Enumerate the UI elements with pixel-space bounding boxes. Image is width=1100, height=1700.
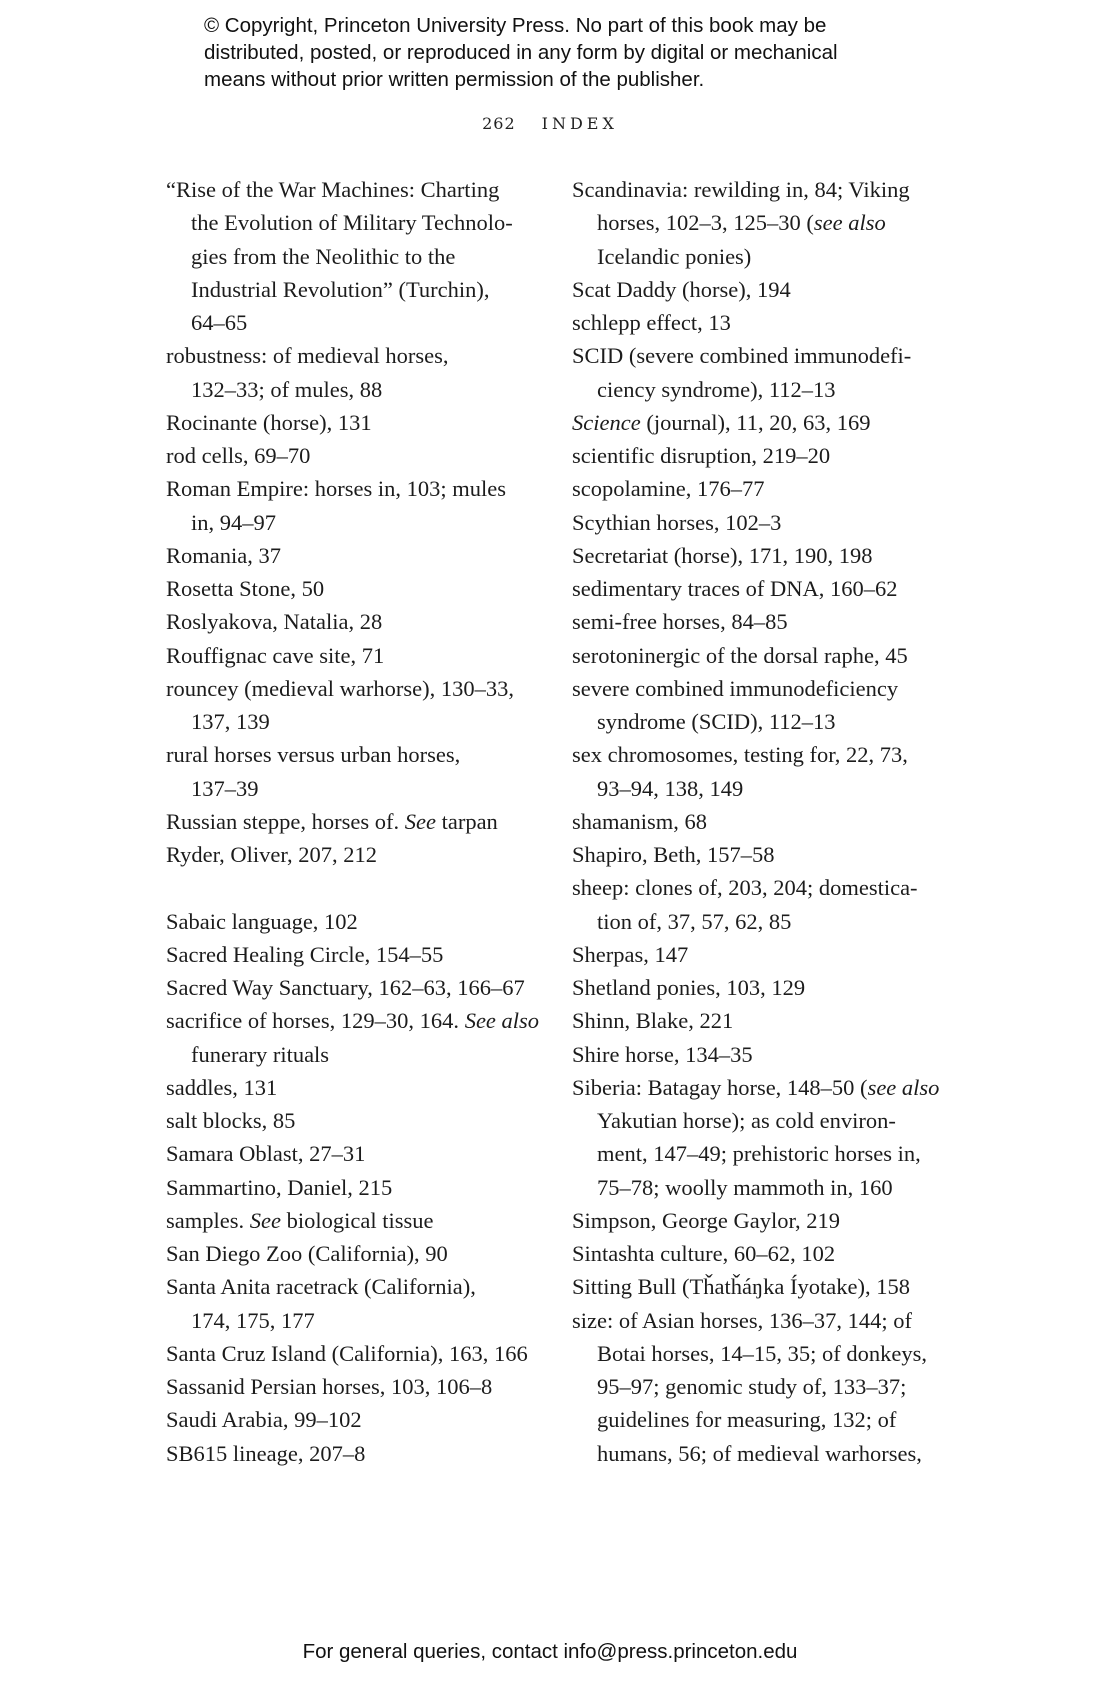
index-entry-line — [166, 1004, 540, 1037]
copyright-line: means without prior written permission of the publisher. — [204, 68, 705, 91]
entry-text: San Diego Zoo (California), 90 — [166, 1241, 448, 1266]
index-entry — [166, 938, 536, 971]
index-entry-line — [572, 639, 942, 672]
entry-text: SB615 lineage, 207–8 — [166, 1440, 366, 1466]
index-entry-line — [166, 1038, 536, 1071]
index-entry-line — [572, 705, 942, 738]
index-entry-line — [166, 539, 536, 572]
entry-text: Santa Cruz Island (California), 163, 166 — [166, 1340, 528, 1366]
italic-text: see also — [867, 1074, 940, 1100]
entry-text: sedimentary traces of DNA, 160–62 — [572, 576, 898, 601]
index-entry-line — [572, 439, 942, 472]
index-entry — [166, 173, 536, 339]
index-entry — [572, 173, 942, 273]
index-entry — [572, 1270, 942, 1303]
entry-text: Shire horse, 134–35 — [572, 1041, 753, 1067]
entry-text: Scythian horses, 102–3 — [572, 509, 782, 535]
entry-text: tarpan — [435, 808, 498, 834]
index-entry-line — [572, 373, 942, 406]
index-entry-line — [166, 639, 536, 672]
index-entry-line — [572, 273, 942, 306]
index-entry-line — [166, 1270, 536, 1303]
italic-text: See — [249, 1207, 281, 1233]
entry-text: 174, 175, 177 — [191, 1307, 315, 1333]
index-entry-line — [166, 1403, 536, 1436]
index-entry — [166, 672, 536, 739]
index-entry-line — [166, 838, 536, 871]
index-entry-line — [166, 672, 536, 705]
index-entry-line — [572, 772, 942, 805]
entry-text: 93–94, 138, 149 — [597, 775, 744, 801]
index-entry — [166, 1370, 536, 1403]
entry-text: Russian steppe, horses of. — [166, 808, 405, 834]
index-entry-line — [572, 1104, 942, 1137]
entry-text: Sherpas, 147 — [572, 941, 689, 967]
index-entry-line — [166, 1304, 536, 1337]
index-entry — [572, 971, 942, 1004]
entry-text: semi-free horses, 84–85 — [572, 609, 788, 635]
entry-text: saddles, 131 — [166, 1074, 278, 1100]
running-head — [0, 114, 1100, 133]
index-entry-line — [572, 605, 942, 638]
index-entry-line — [572, 672, 942, 705]
index-entry-line — [572, 1071, 942, 1104]
index-entry-line — [572, 306, 942, 339]
index-entry — [572, 1038, 942, 1071]
index-entry-line — [572, 406, 942, 439]
entry-text: rouncey (medieval warhorse), 130–33, — [166, 675, 515, 701]
entry-text: Rocinante (horse), 131 — [166, 409, 372, 435]
index-entry-line — [572, 1403, 942, 1436]
entry-text: Romania, 37 — [166, 542, 281, 568]
index-entry — [572, 273, 942, 306]
index-entry — [166, 339, 536, 406]
entry-text: Roslyakova, Natalia, 28 — [166, 609, 383, 635]
index-entry-line — [166, 439, 536, 472]
index-entry — [572, 572, 942, 605]
entry-text: humans, 56; of medieval warhorses, — [597, 1440, 922, 1466]
index-entry-line — [166, 339, 536, 372]
entry-text: size: of Asian horses, 136–37, 144; of — [572, 1307, 912, 1333]
index-entry-line — [572, 1437, 942, 1470]
entry-text: Secretariat (horse), 171, 190, 198 — [572, 542, 873, 568]
entry-text: Ryder, Oliver, 207, 212 — [166, 842, 378, 867]
index-entry — [166, 738, 536, 805]
entry-text: biological tissue — [280, 1207, 434, 1233]
index-entry — [166, 805, 536, 838]
index-entry — [572, 738, 942, 805]
letter-section-gap — [166, 871, 536, 904]
index-entry — [572, 539, 942, 572]
entry-text: SCID (severe combined immunodefi- — [572, 343, 912, 369]
entry-text: Sintashta culture, 60–62, 102 — [572, 1241, 836, 1266]
index-entry-line — [572, 506, 942, 539]
entry-text: Yakutian horse); as cold environ- — [597, 1108, 896, 1133]
index-entry-line — [166, 738, 536, 771]
entry-text: Sammartino, Daniel, 215 — [166, 1174, 393, 1200]
italic-text: see also — [813, 210, 886, 236]
index-entry — [166, 639, 536, 672]
index-entry — [166, 472, 536, 539]
entry-text: Saudi Arabia, 99–102 — [166, 1407, 362, 1433]
index-entry-line — [166, 705, 536, 738]
page-title: INDEX — [541, 114, 618, 133]
entry-text: Shinn, Blake, 221 — [572, 1008, 734, 1034]
index-entry-line — [166, 206, 536, 239]
index-entry-line — [572, 173, 942, 206]
entry-text: guidelines for measuring, 132; of — [597, 1407, 897, 1433]
entry-text: 137–39 — [191, 775, 259, 801]
index-entry-line — [166, 306, 536, 339]
entry-text: 137, 139 — [191, 709, 270, 734]
index-entry — [572, 472, 942, 505]
index-entry-line — [166, 240, 536, 273]
index-entry-line — [572, 1304, 942, 1337]
index-entry-line — [572, 1004, 942, 1037]
index-entry-line — [166, 1237, 536, 1270]
index-entry — [166, 1337, 536, 1370]
index-entry-line — [166, 605, 536, 638]
index-entry — [572, 639, 942, 672]
index-entry — [166, 1270, 536, 1337]
index-entry — [166, 1104, 536, 1137]
index-entry — [572, 1004, 942, 1037]
index-entry-line — [572, 1137, 942, 1170]
entry-text: severe combined immunodeficiency — [572, 675, 899, 701]
entry-text: Samara Oblast, 27–31 — [166, 1141, 366, 1167]
italic-text: Science — [572, 409, 641, 435]
index-entry-line — [166, 971, 536, 1004]
entry-text: ciency syndrome), 112–13 — [597, 376, 836, 402]
index-entry-line — [572, 971, 942, 1004]
entry-text: Shetland ponies, 103, 129 — [572, 975, 806, 1000]
index-entry-line — [166, 273, 536, 306]
entry-text: gies from the Neolithic to the — [191, 243, 456, 269]
entry-text: Icelandic ponies) — [597, 243, 752, 269]
index-entry — [166, 1237, 536, 1270]
index-entry-line — [572, 905, 942, 938]
entry-text: syndrome (SCID), 112–13 — [597, 709, 836, 734]
index-entry-line — [166, 1171, 536, 1204]
copyright-line: © Copyright, Princeton University Press. No part of this book may be — [204, 14, 827, 37]
index-entry-line — [572, 572, 942, 605]
index-entry — [572, 1304, 942, 1470]
index-entry-line — [166, 373, 536, 406]
entry-text: scientific disruption, 219–20 — [572, 443, 831, 468]
footer-contact: For general queries, contact info@press.princeton.edu — [302, 1640, 798, 1663]
entry-text: Rosetta Stone, 50 — [166, 576, 325, 601]
index-entry — [572, 506, 942, 539]
copyright-line: distributed, posted, or reproduced in any form by digital or mechanical — [204, 41, 838, 64]
entry-text: in, 94–97 — [191, 509, 277, 535]
index-entry-line — [572, 339, 942, 372]
index-entry-line — [166, 1104, 536, 1137]
entry-text: Sabaic language, 102 — [166, 908, 358, 934]
entry-text: Sacred Way Sanctuary, 162–63, 166–67 — [166, 975, 525, 1000]
index-entry-line — [166, 1337, 536, 1370]
entry-text: (journal), 11, 20, 63, 169 — [640, 409, 871, 435]
index-entry-line — [572, 938, 942, 971]
index-entry — [166, 971, 536, 1004]
index-entry-line — [572, 206, 942, 239]
index-entry — [572, 805, 942, 838]
index-entry-line — [572, 1038, 942, 1071]
index-entry-line — [572, 1237, 942, 1270]
entry-text: 132–33; of mules, 88 — [191, 376, 383, 402]
entry-text: 64–65 — [191, 310, 248, 335]
entry-text: tion of, 37, 57, 62, 85 — [597, 908, 792, 934]
entry-text: Siberia: Batagay horse, 148–50 ( — [572, 1074, 868, 1100]
copyright-notice — [204, 12, 924, 93]
entry-text: rod cells, 69–70 — [166, 443, 311, 468]
index-entry — [572, 1071, 942, 1204]
entry-text: schlepp effect, 13 — [572, 310, 731, 335]
index-entry-line — [166, 572, 536, 605]
index-entry-line — [572, 738, 942, 771]
entry-text: sex chromosomes, testing for, 22, 73, — [572, 742, 908, 768]
entry-text: 95–97; genomic study of, 133–37; — [597, 1374, 907, 1399]
entry-text: Roman Empire: horses in, 103; mules — [166, 476, 506, 502]
index-entry — [166, 1137, 536, 1170]
index-entry — [166, 406, 536, 439]
italic-text: See also — [464, 1008, 540, 1034]
page-number: 262 — [482, 114, 516, 133]
entry-text: robustness: of medieval horses, — [166, 343, 449, 369]
index-entry — [572, 439, 942, 472]
entry-text: “Rise of the War Machines: Charting — [166, 177, 500, 202]
index-entry — [572, 838, 942, 871]
index-entry — [572, 1237, 942, 1270]
entry-text: samples. — [166, 1207, 250, 1233]
index-entry — [572, 406, 942, 439]
index-entry-line — [166, 905, 536, 938]
index-entry — [166, 1403, 536, 1436]
index-entry — [572, 605, 942, 638]
entry-text: scopolamine, 176–77 — [572, 476, 765, 502]
index-entry — [572, 672, 942, 739]
index-entry — [166, 572, 536, 605]
index-entry-line — [572, 871, 942, 904]
index-entry-line — [166, 772, 536, 805]
index-entry-line — [166, 472, 536, 505]
index-entry — [166, 539, 536, 572]
entry-text: Sacred Healing Circle, 154–55 — [166, 941, 444, 967]
entry-text: the Evolution of Military Technolo- — [191, 210, 513, 236]
index-entry — [572, 871, 942, 938]
entry-text: ment, 147–49; prehistoric horses in, — [597, 1141, 921, 1167]
index-entry — [166, 1437, 536, 1470]
index-entry-line — [572, 1171, 942, 1204]
entry-text: rural horses versus urban horses, — [166, 742, 461, 768]
index-entry — [166, 1204, 536, 1237]
entry-text: Sitting Bull (Tȟatȟáŋka Íyotake), 158 — [572, 1274, 910, 1300]
entry-text: funerary rituals — [191, 1041, 330, 1067]
index-entry-line — [572, 1270, 942, 1303]
index-entry — [572, 339, 942, 406]
index-column-left — [166, 173, 540, 1470]
index-entry-line — [166, 1137, 536, 1170]
index-entry-line — [166, 173, 536, 206]
index-entry-line — [166, 506, 536, 539]
entry-text: shamanism, 68 — [572, 808, 707, 834]
entry-text: serotoninergic of the dorsal raphe, 45 — [572, 642, 908, 668]
entry-text: Botai horses, 14–15, 35; of donkeys, — [597, 1340, 927, 1366]
entry-text: Industrial Revolution” (Turchin), — [191, 276, 490, 302]
entry-text: sheep: clones of, 203, 204; domestica- — [572, 875, 918, 901]
index-entry — [166, 605, 536, 638]
index-entry-line — [166, 1370, 536, 1403]
index-entry — [166, 439, 536, 472]
index-entry-line — [572, 240, 942, 273]
index-entry-line — [166, 1071, 536, 1104]
index-entry — [166, 1171, 536, 1204]
entry-text: Santa Anita racetrack (California), — [166, 1274, 476, 1300]
entry-text: 75–78; woolly mammoth in, 160 — [597, 1174, 893, 1200]
index-entry — [166, 1004, 540, 1071]
entry-text: Scat Daddy (horse), 194 — [572, 276, 791, 302]
index-entry — [572, 306, 942, 339]
index-entry-line — [166, 1204, 536, 1237]
entry-text: Rouffignac cave site, 71 — [166, 642, 385, 668]
index-entry-line — [572, 1370, 942, 1403]
entry-text: salt blocks, 85 — [166, 1108, 296, 1133]
index-entry — [572, 1204, 942, 1237]
entry-text: Shapiro, Beth, 157–58 — [572, 842, 775, 867]
index-entry-line — [166, 406, 536, 439]
index-entry-line — [572, 472, 942, 505]
entry-text: Sassanid Persian horses, 103, 106–8 — [166, 1374, 493, 1399]
index-entry-line — [166, 1437, 536, 1470]
index-entry-line — [572, 1204, 942, 1237]
italic-text: See — [404, 808, 436, 834]
index-entry — [572, 938, 942, 971]
index-entry — [166, 838, 536, 871]
entry-text: Simpson, George Gaylor, 219 — [572, 1207, 841, 1233]
entry-text: horses, 102–3, 125–30 ( — [597, 210, 814, 236]
index-column-right — [572, 173, 942, 1470]
index-entry-line — [572, 1337, 942, 1370]
index-entry-line — [572, 539, 942, 572]
index-entry — [166, 905, 536, 938]
index-entry-line — [572, 805, 942, 838]
index-entry-line — [166, 938, 536, 971]
entry-text: sacrifice of horses, 129–30, 164. — [166, 1008, 465, 1034]
entry-text: Scandinavia: rewilding in, 84; Viking — [572, 177, 910, 202]
index-entry — [166, 1071, 536, 1104]
index-entry-line — [572, 838, 942, 871]
index-entry-line — [166, 805, 536, 838]
